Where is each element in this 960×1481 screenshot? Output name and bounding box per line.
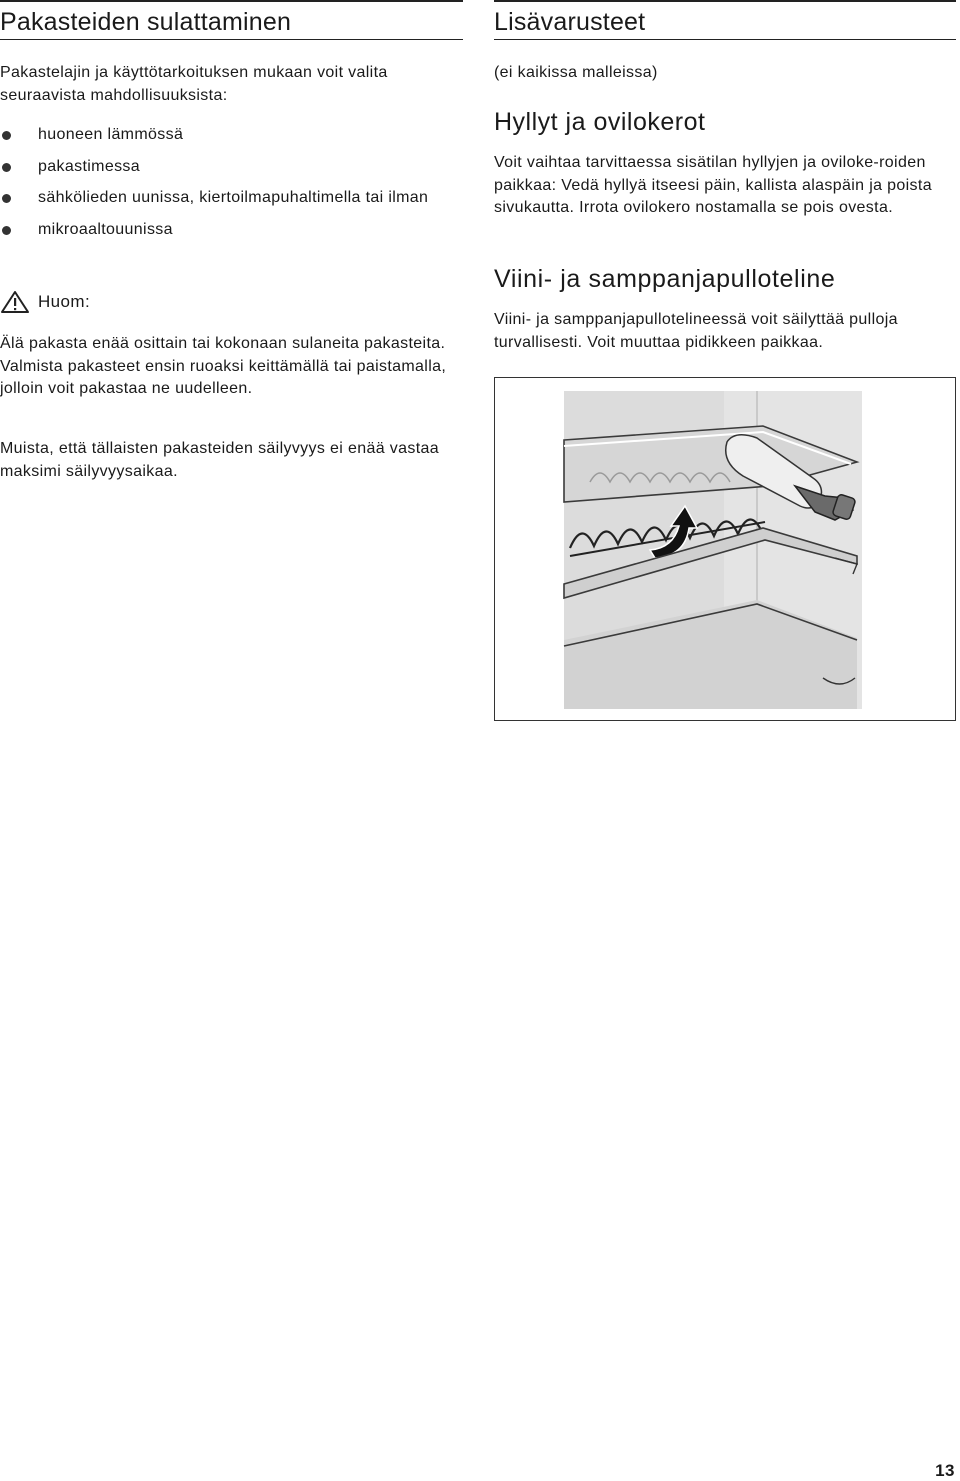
- note-label: Huom:: [38, 292, 91, 311]
- left-column: [0, 0, 463, 480]
- warning-triangle-icon: [0, 290, 30, 314]
- heading-shelves: Hyllyt ja ovilokerot: [494, 108, 706, 136]
- intro-paragraph: Pakastelajin ja käyttötarkoituksen mukaan voit valita seuraavista mahdollisuuksista:: [0, 64, 388, 104]
- availability-note: (ei kaikissa malleissa): [494, 64, 658, 81]
- shelves-paragraph: Voit vaihtaa tarvittaessa sisätilan hyllyjen ja oviloke-roiden paikkaa: Vedä hyllyä itseesi päin, kallista alaspäin ja poista sivukautta. Irrota ovilokero nostamalla se pois ovesta.: [494, 154, 932, 216]
- bottle-rack-illustration: [494, 377, 956, 721]
- list-item: sähkölieden uunissa, kiertoilmapuhaltimella tai ilman: [0, 187, 463, 210]
- bullet-dot-icon: [2, 194, 11, 203]
- bottle-rack-paragraph: Viini- ja samppanjapullotelineessä voit säilyttää pulloja turvallisesti. Voit muuttaa pidikkeen paikkaa.: [494, 311, 898, 351]
- list-item: pakastimessa: [0, 156, 463, 179]
- thawing-options-list: [0, 124, 463, 250]
- section-title-accessories: Lisävarusteet: [494, 0, 956, 40]
- note-heading: [0, 290, 90, 314]
- bullet-dot-icon: [2, 163, 11, 172]
- bullet-dot-icon: [2, 131, 11, 140]
- list-item: mikroaaltouunissa: [0, 219, 463, 242]
- page-number: 13: [935, 1461, 955, 1480]
- bullet-dot-icon: [2, 226, 11, 235]
- bottle-rack-drawing: [495, 378, 955, 720]
- right-column: [494, 0, 956, 351]
- list-item: huoneen lämmössä: [0, 124, 463, 147]
- section-title-thawing: Pakasteiden sulattaminen: [0, 0, 463, 40]
- note-paragraph: Älä pakasta enää osittain tai kokonaan sulaneita pakasteita. Valmista pakasteet ensin ruoaksi keittämällä tai paistamalla, jolloin voit pakastaa ne uudelleen.: [0, 335, 447, 397]
- shelf-life-paragraph: Muista, että tällaisten pakasteiden säilyvyys ei enää vastaa maksimi säilyvyysaikaa.: [0, 440, 440, 480]
- heading-bottle-rack: Viini- ja samppanjapulloteline: [494, 265, 836, 293]
